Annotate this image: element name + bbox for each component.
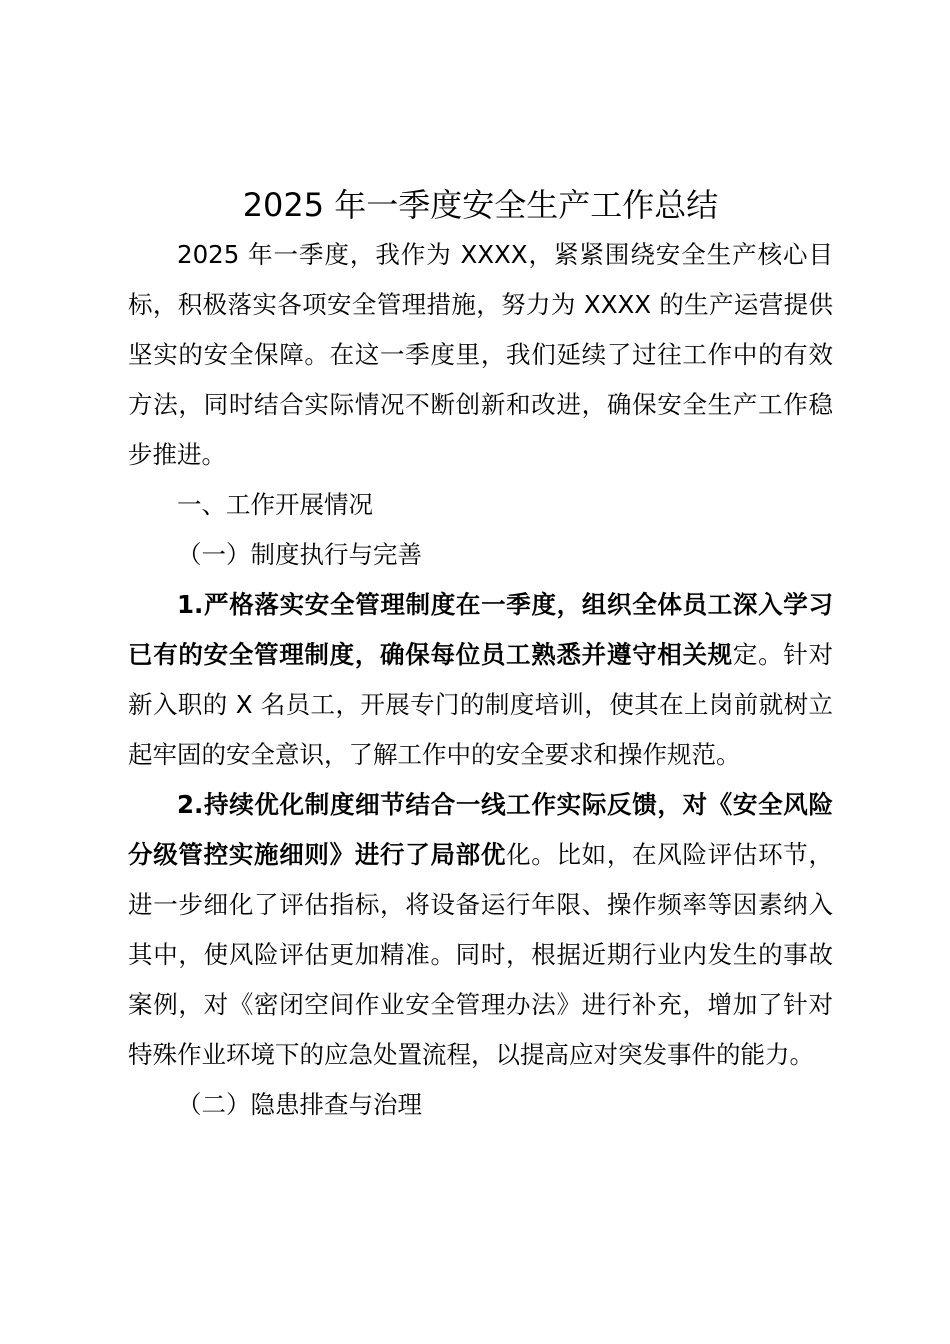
document-title: 2025 年一季度安全生产工作总结 bbox=[242, 186, 719, 224]
item-2-body-text: 化。比如，在风险评估环节，进一步细化了评估指标，将设备运行年限、操作频率等因素纳入其中，使风险评估更加精准。同时，根据近期行业内发生的事故案例，对《密闭空间作业安全管理办法》进行补充，增加了针对特殊作业环境下的应急处置流程，以提高应对突发事件的能力。 bbox=[128, 840, 834, 1069]
subsection-heading-hazard-inspection: （二）隐患排查与治理 bbox=[177, 1090, 422, 1119]
item-1-paragraph bbox=[128, 580, 833, 780]
item-2-paragraph bbox=[128, 780, 833, 1080]
item-1-bold-heading: 1.严格落实安全管理制度在一季度，组织全体员工深入学习已有的安全管理制度，确保每位员工熟悉并遵守相关规 bbox=[128, 590, 833, 669]
section-heading-work-status: 一、工作开展情况 bbox=[177, 490, 373, 519]
document-body bbox=[128, 180, 833, 1130]
item-2-bold-heading: 2.持续优化制度细节结合一线工作实际反馈，对《安全风险分级管控实施细则》进行了局部优 bbox=[128, 790, 833, 869]
subsection-heading-system-execution: （一）制度执行与完善 bbox=[177, 540, 422, 569]
intro-paragraph: 2025 年一季度，我作为 XXXX，紧紧围绕安全生产核心目标，积极落实各项安全管理措施，努力为 XXXX 的生产运营提供坚实的安全保障。在这一季度里，我们延续了过往工作中的有效方法，同时结合实际情况不断创新和改进，确保安全生产工作稳步推进。 bbox=[128, 240, 833, 469]
item-1-body-text: 定。针对新入职的 X 名员工，开展专门的制度培训，使其在上岗前就树立起牢固的安全意识，了解工作中的安全要求和操作规范。 bbox=[128, 640, 834, 769]
